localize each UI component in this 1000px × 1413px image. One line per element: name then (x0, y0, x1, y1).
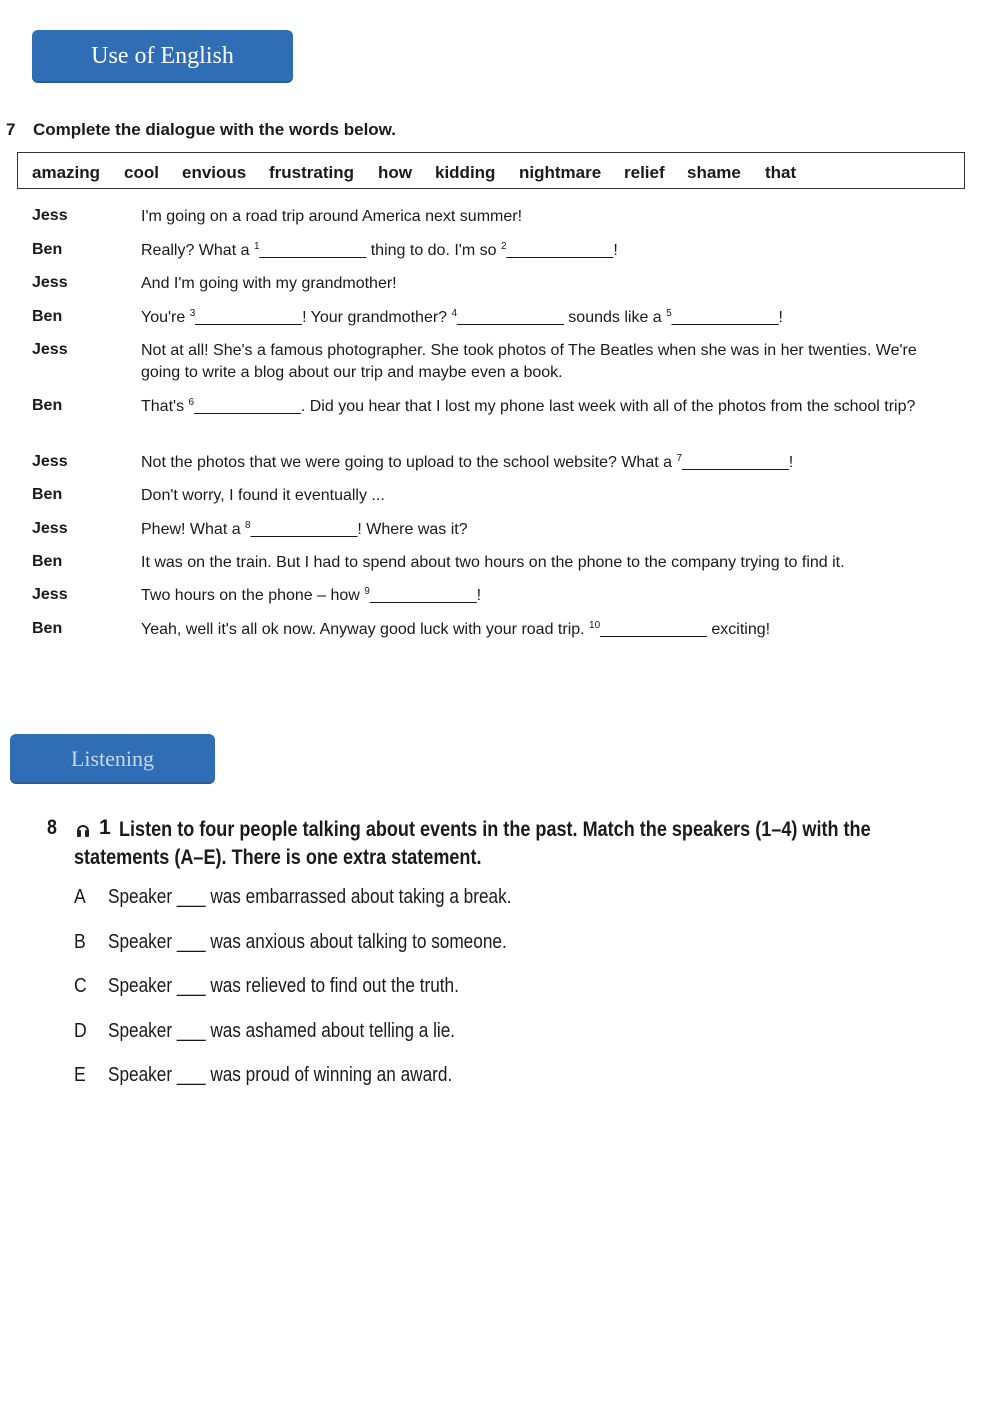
dialogue-text: Really? What a (141, 242, 254, 259)
dialogue-line (141, 452, 941, 474)
dialogue-text: Phew! What a (141, 521, 246, 538)
statement-letter: C (74, 975, 87, 997)
word-bank-word: cool (124, 163, 159, 182)
dialogue-text: ! (788, 454, 794, 471)
word-bank-word: how (378, 163, 412, 182)
gap-number: 4 (451, 308, 458, 319)
word-bank-word: nightmare (519, 163, 602, 182)
statement-letter: B (74, 931, 86, 953)
gap-number: 6 (188, 397, 195, 408)
dialogue-line (141, 273, 941, 295)
dialogue-speaker: Ben (32, 553, 63, 570)
dialogue-line (141, 619, 941, 641)
answer-gap[interactable]: ____________ (506, 242, 614, 259)
gap-number: 5 (666, 308, 672, 319)
word-bank-word: kidding (435, 163, 496, 182)
audio-track-number: 1 (99, 816, 111, 839)
exercise-8-number: 8 (47, 816, 57, 839)
dialogue-text: thing to do. I'm so (366, 242, 501, 259)
dialogue-text: It was on the train. But I had to spend about two hours on the phone to the company trying to find it. (141, 554, 845, 571)
dialogue-speaker: Ben (32, 397, 63, 414)
dialogue-speaker: Jess (32, 274, 68, 291)
statement-text[interactable]: Speaker ___ was relieved to find out the truth. (108, 975, 459, 997)
dialogue-text: I'm going on a road trip around America next summer! (141, 208, 523, 225)
dialogue-text: ! (613, 242, 618, 259)
dialogue-speaker: Jess (32, 453, 68, 470)
answer-gap[interactable]: ____________ (457, 309, 564, 326)
exercise-7-instruction: Complete the dialogue with the words below. (33, 120, 397, 139)
answer-gap[interactable]: ____________ (195, 309, 303, 326)
statement-text[interactable]: Speaker ___ was embarrassed about taking a break. (108, 886, 512, 908)
exercise-8-instruction: Listen to four people talking about events in the past. Match the speakers (1–4) with the (119, 818, 871, 841)
answer-gap[interactable]: ____________ (369, 587, 477, 604)
statement-letter: D (74, 1020, 87, 1042)
dialogue-line (141, 585, 941, 607)
dialogue-text: Two hours on the phone – how (141, 587, 365, 604)
dialogue-line (141, 206, 941, 228)
dialogue-speaker: Jess (32, 341, 68, 358)
dialogue-speaker: Ben (32, 308, 63, 325)
gap-number: 9 (364, 586, 370, 597)
dialogue-text: Yeah, well it's all ok now. Anyway good luck with your road trip. (141, 621, 590, 638)
word-bank-word: envious (182, 163, 247, 182)
exercise-8-instruction-cont: statements (A–E). There is one extra statement. (74, 846, 482, 869)
dialogue-line (141, 240, 941, 262)
dialogue-text: sounds like a (563, 309, 667, 326)
statement-letter: A (74, 886, 86, 908)
dialogue-line (141, 485, 941, 507)
dialogue-text: . Did you hear that I lost my phone last week with all of the photos from the school trip? (300, 398, 916, 415)
audio-icon[interactable] (76, 822, 90, 838)
answer-gap[interactable]: ____________ (671, 309, 779, 326)
word-bank-word: frustrating (269, 163, 354, 182)
gap-number: 7 (676, 453, 683, 464)
statement-letter: E (74, 1064, 86, 1086)
dialogue-text: ! (778, 309, 783, 326)
answer-gap[interactable]: ____________ (600, 621, 707, 638)
word-bank-word: amazing (32, 163, 101, 182)
dialogue-speaker: Jess (32, 586, 68, 603)
dialogue-text: Not at all! She's a famous photographer. She took photos of The Beatles when she was in her twenties. We're going to write a blog about our trip and maybe even a book. (141, 342, 917, 381)
dialogue-text: ! (476, 587, 482, 604)
dialogue-text: ! Your grandmother? (302, 309, 452, 326)
gap-number: 1 (253, 241, 260, 252)
dialogue-line (141, 519, 941, 541)
dialogue-text: That's (141, 398, 189, 415)
dialogue-line (141, 307, 941, 329)
section-tab-use-of-english: Use of English (32, 30, 293, 83)
exercise-7-number: 7 (6, 120, 16, 139)
gap-number: 3 (189, 308, 196, 319)
section-tab-listening: Listening (10, 734, 215, 784)
dialogue-text: And I'm going with my grandmother! (141, 275, 397, 292)
word-bank (17, 152, 965, 189)
dialogue-text: Don't worry, I found it eventually ... (141, 487, 385, 504)
dialogue-speaker: Ben (32, 241, 63, 258)
word-bank-word: shame (687, 163, 741, 182)
dialogue-text: You're (141, 309, 190, 326)
word-bank-word: that (765, 163, 797, 182)
dialogue-speaker: Jess (32, 207, 68, 224)
answer-gap[interactable]: ____________ (250, 521, 358, 538)
answer-gap[interactable]: ____________ (682, 454, 789, 471)
dialogue-speaker: Ben (32, 486, 63, 503)
statement-text[interactable]: Speaker ___ was proud of winning an award. (108, 1064, 453, 1086)
gap-number: 10 (589, 620, 601, 631)
dialogue-text: Not the photos that we were going to upload to the school website? What a (141, 454, 677, 471)
word-bank-word: relief (624, 163, 665, 182)
statement-text[interactable]: Speaker ___ was anxious about talking to someone. (108, 931, 507, 953)
dialogue-speaker: Ben (32, 620, 63, 637)
dialogue-line (141, 340, 941, 384)
dialogue-text: ! Where was it? (357, 521, 468, 538)
answer-gap[interactable]: ____________ (259, 242, 367, 259)
dialogue-speaker: Jess (32, 520, 68, 537)
gap-number: 2 (500, 241, 507, 252)
dialogue-line (141, 552, 941, 574)
dialogue-text: exciting! (706, 621, 771, 638)
statement-text[interactable]: Speaker ___ was ashamed about telling a lie. (108, 1020, 456, 1042)
gap-number: 8 (245, 520, 251, 531)
dialogue-line (141, 396, 941, 418)
answer-gap[interactable]: ____________ (194, 398, 301, 415)
